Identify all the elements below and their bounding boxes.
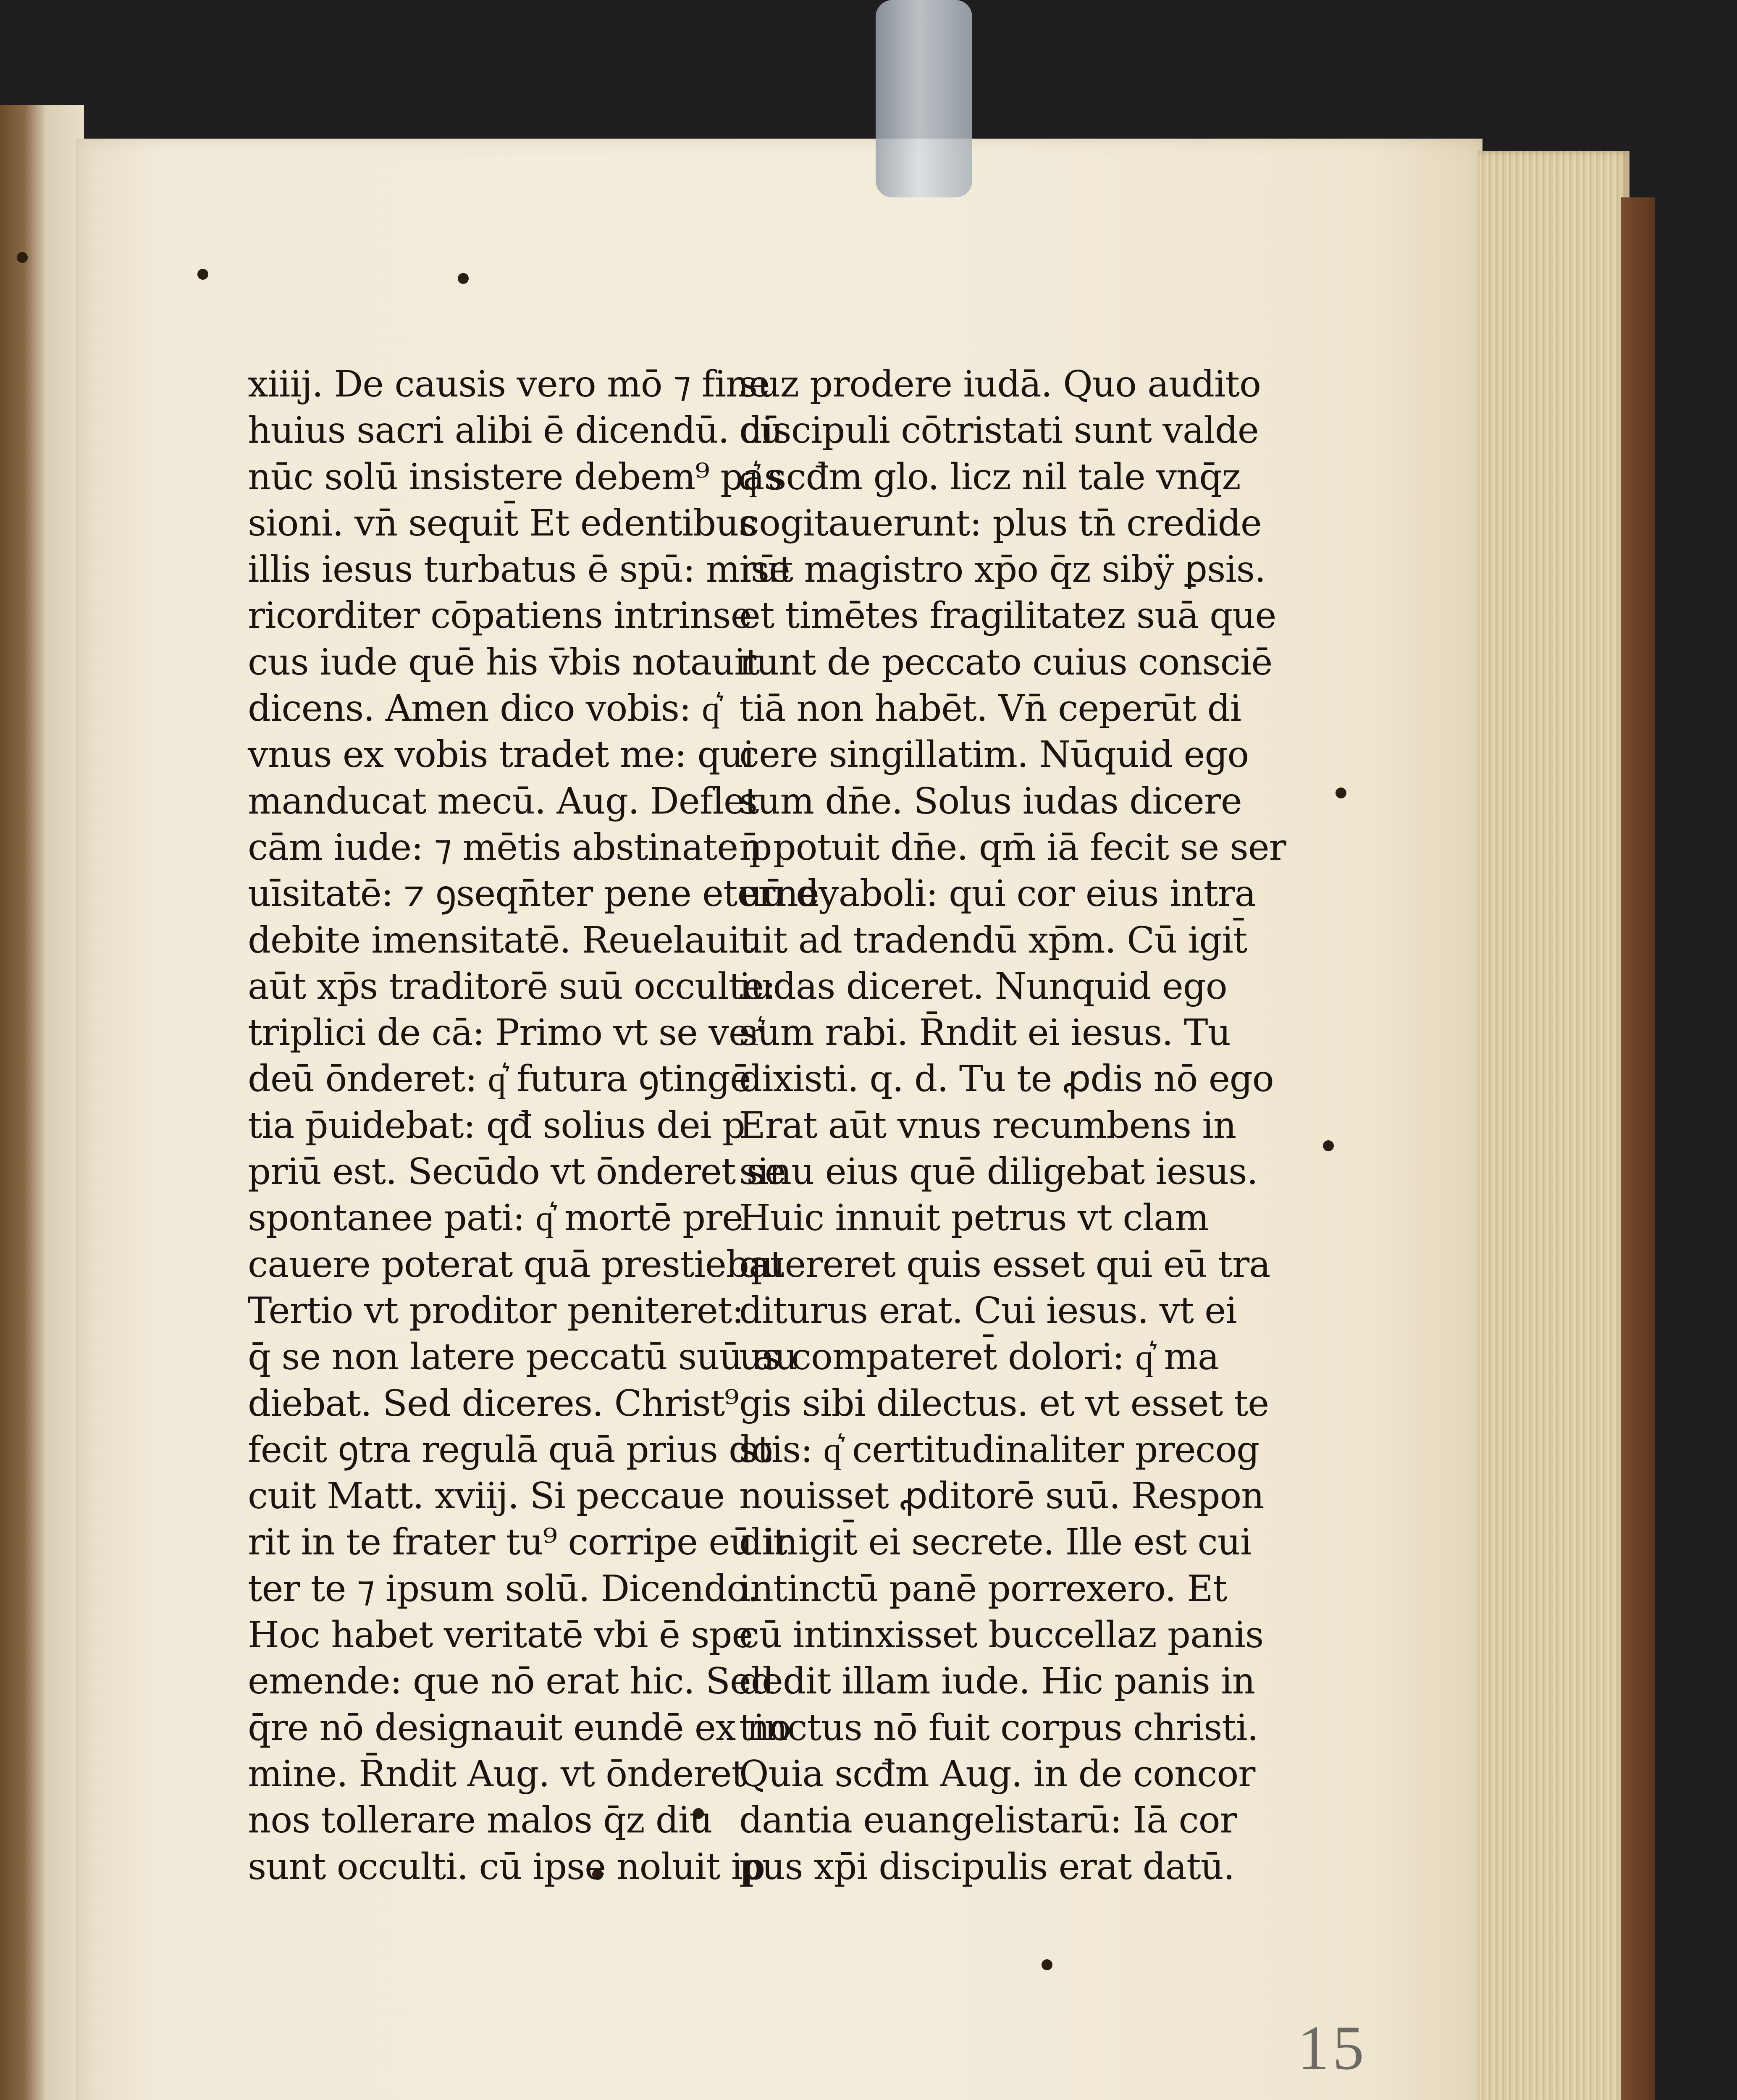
text-line: manducat mecū. Aug. Deflet (248, 780, 759, 822)
text-line: cus iude quē his v̄bis notauit (248, 641, 760, 683)
text-line: debite imensitatē. Reuelauit (248, 919, 754, 961)
wormhole (1336, 788, 1346, 798)
text-line: tia p̄uidebat: qđ solius dei p (248, 1104, 745, 1147)
text-line: cuit Matt. xviij. Si peccaue (248, 1475, 725, 1517)
text-line: diturus erat. Cui iesus. vt ei (739, 1289, 1237, 1332)
left-text-column (248, 361, 819, 1890)
text-line: discipuli cōtristati sunt valde (739, 410, 1259, 452)
text-line: us compateret̄ dolori: q͛ ma (739, 1336, 1219, 1378)
text-line: dixisti. q. d. Tu te ꝓdis nō ego (739, 1058, 1274, 1100)
wormhole (197, 269, 208, 280)
text-line: cām iude: ⁊ mētis abstinate p (248, 826, 772, 869)
text-line: dit igit̄ ei secrete. Ille est cui (739, 1521, 1252, 1564)
text-line: ter te ⁊ ipsum solū. Dicendo. (248, 1567, 758, 1610)
text-line: nos tollerare malos q̄z diu (248, 1799, 712, 1842)
text-line: runt de peccato cuius consciē (739, 641, 1273, 683)
text-line: uīsitatē: ⁊ ꝯseqn̄ter pene eterne (248, 873, 819, 915)
text-line: deū ōnderet: q͛ futura ꝯtingē (248, 1058, 751, 1100)
text-line: rūt magistro xp̄o q̄z sibÿ ꝑsis. (739, 549, 1266, 591)
text-line: gis sibi dilectus. et vt esset te (739, 1382, 1269, 1425)
text-line: uū dyaboli: qui cor eius intra (739, 873, 1256, 915)
text-line: fecit ꝯtra regulā quā prius do (248, 1428, 773, 1471)
text-line: sunt occulti. cū ipse noluit ip (248, 1845, 765, 1888)
text-line: huius sacri alibi ē dicendū. cū (248, 410, 783, 452)
text-line: illis iesus turbatus ē spū: mise (248, 549, 790, 591)
text-line: stis: q͛ certitudinaliter precog (739, 1428, 1259, 1471)
text-line: cogitauerunt: plus tn̄ credide (739, 502, 1262, 544)
page-block-fore-edge (1478, 151, 1629, 2100)
text-line: xiiij. De causis vero mō ⁊ fine (248, 363, 770, 405)
text-line: diebat. Sed diceres. Christ⁹ (248, 1382, 739, 1425)
text-line: cū intinxisset buccellaz panis (739, 1614, 1264, 1656)
text-line: ricorditer cōpatiens intrinse (248, 595, 752, 637)
wormhole (458, 273, 469, 284)
text-line: dedit illam iude. Hic panis in (739, 1660, 1255, 1703)
wormhole (17, 252, 28, 263)
text-line: et timētes fragilitatez suā que (739, 595, 1276, 637)
top-page-clip (876, 0, 972, 197)
text-line: intinctū panē porrexero. Et (739, 1567, 1227, 1610)
text-line: q͛ scđm glo. licz nil tale vnq̄z (739, 456, 1241, 498)
text-line: n̄ potuit dn̄e. qm̄ iā fecit se ser (739, 826, 1286, 869)
text-line: vnus ex vobis tradet me: qui (248, 734, 754, 776)
right-text-column (739, 361, 1286, 1890)
text-line: spontanee pati: q͛ mortē pre (248, 1197, 743, 1239)
text-line: aūt xp̄s traditorē suū occulte: (248, 965, 776, 1008)
text-line: sum dn̄e. Solus iudas dicere (739, 780, 1242, 822)
text-line: cauere poterat quā prestiebat (248, 1243, 784, 1286)
text-line: nouisset ꝓditorē suū. Respon (739, 1475, 1264, 1517)
text-line: sioni. vn̄ sequit̄ Et edentibus (248, 502, 757, 544)
text-line: quereret quis esset qui eū tra (739, 1243, 1270, 1286)
book-binding (1621, 197, 1655, 2100)
text-line: iudas diceret. Nunquid ego (739, 965, 1227, 1008)
text-line: cere singillatim. Nūquid ego (739, 734, 1249, 776)
text-line: nūc solū insistere debem⁹ pas (248, 456, 782, 498)
text-line: tiā non habēt. Vn̄ ceperūt di (739, 688, 1241, 730)
page-number: 15 (1298, 2013, 1367, 2083)
facing-page-edge (0, 105, 84, 2100)
text-line: Huic innuit petrus vt clam (739, 1197, 1209, 1239)
wormhole (1042, 1959, 1052, 1970)
text-line: triplici de cā: Primo vt se ver͛ (248, 1012, 761, 1054)
wormhole (1323, 1140, 1334, 1151)
text-line: emende: que nō erat hic. Sed (248, 1660, 774, 1703)
text-line: Tertio vt proditor peniteret: (248, 1289, 744, 1332)
text-line: rit in te frater tu⁹ corripe eū in (248, 1521, 798, 1564)
text-line: Erat aūt vnus recumbens in (739, 1104, 1236, 1147)
text-line: sinu eius quē diligebat iesus. (739, 1151, 1258, 1193)
text-line: sum rabi. R̄ndit ei iesus. Tu (739, 1012, 1231, 1054)
text-line: dicens. Amen dico vobis: q͛ (248, 688, 720, 730)
text-line: dantia euangelistarū: Iā cor (739, 1799, 1237, 1842)
text-line: q̄re nō designauit eundē ex no (248, 1706, 791, 1749)
text-line: tinctus nō fuit corpus christi. (739, 1706, 1258, 1749)
text-line: pus xp̄i discipulis erat datū. (739, 1845, 1235, 1888)
text-line: priū est. Secūdo vt ōnderet se (248, 1151, 786, 1193)
text-line: Quia scđm Aug. in de concor (739, 1753, 1255, 1795)
text-line: mine. R̄ndit Aug. vt ōnderet (248, 1753, 745, 1795)
text-line: suz prodere iudā. Quo audito (739, 363, 1261, 405)
text-line: uit ad tradendū xp̄m. Cū igit̄ (739, 919, 1247, 961)
text-line: q̄ se non latere peccatū suū au (248, 1336, 797, 1378)
text-line: Hoc habet veritatē vbi ē spe (248, 1614, 753, 1656)
